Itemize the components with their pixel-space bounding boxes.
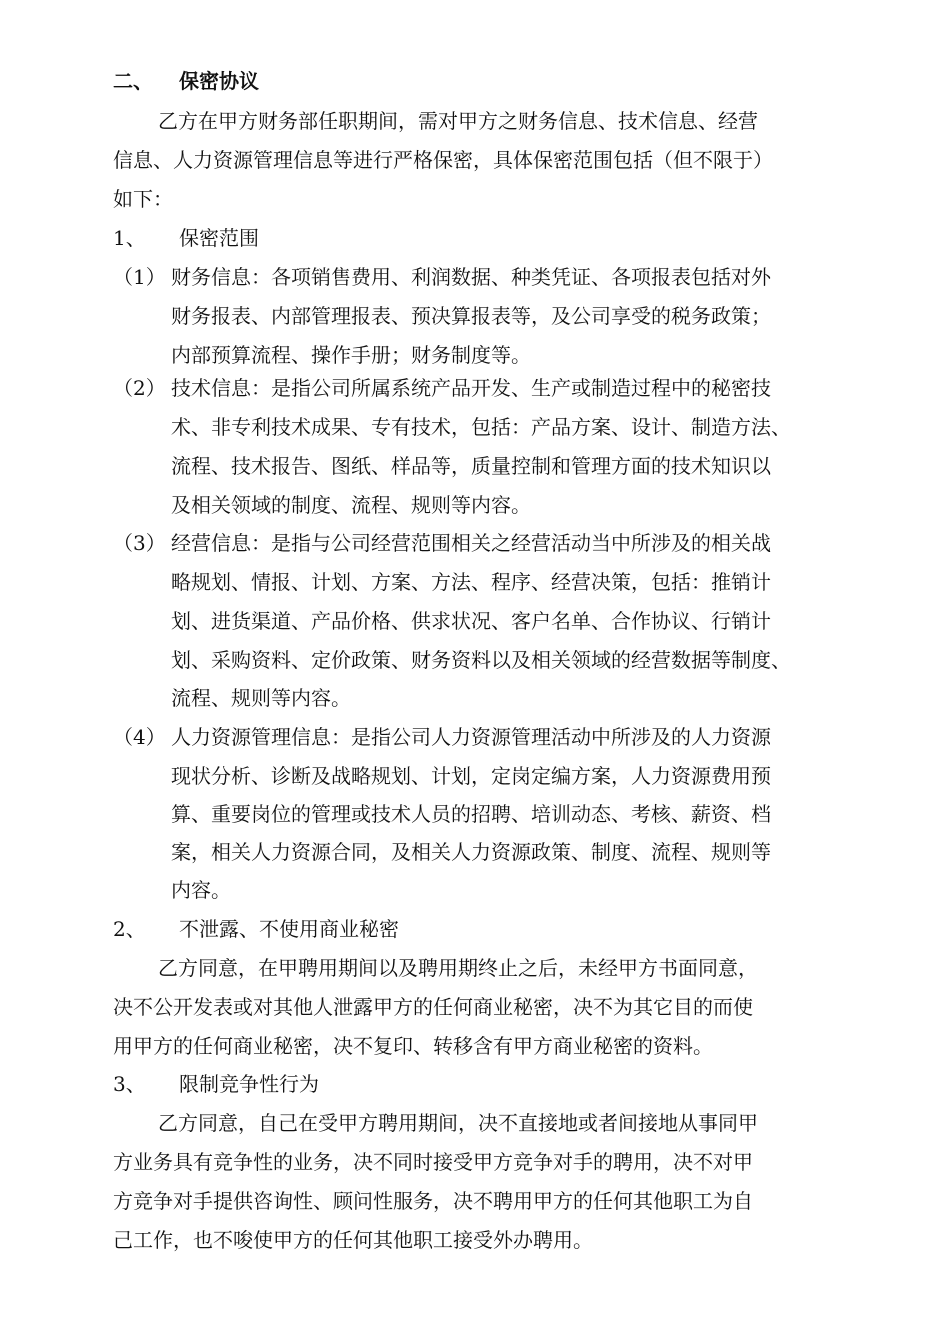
- clause-heading: [113, 223, 259, 253]
- item-text: 划、进货渠道、产品价格、供求状况、客户名单、合作协议、行销计: [171, 609, 771, 633]
- item-text: 内容。: [171, 878, 231, 902]
- clause-body-line: 方业务具有竞争性的业务，决不同时接受甲方竞争对手的聘用，决不对甲: [113, 1150, 753, 1174]
- clause-number: 1、: [113, 226, 146, 250]
- section-title: 保密协议: [179, 69, 259, 93]
- item-text: 划、采购资料、定价政策、财务资料以及相关领域的经营数据等制度、: [171, 648, 791, 672]
- list-item-first-line: [113, 528, 771, 558]
- intro-line: 信息、人力资源管理信息等进行严格保密，具体保密范围包括（但不限于）: [113, 148, 773, 172]
- clause-number: 3、: [113, 1072, 146, 1096]
- item-text: 流程、规则等内容。: [171, 686, 351, 710]
- clause-heading: [113, 1069, 319, 1099]
- list-item-first-line: [113, 722, 771, 752]
- clause-number: 2、: [113, 917, 146, 941]
- item-text: 略规划、情报、计划、方案、方法、程序、经营决策，包括：推销计: [171, 570, 771, 594]
- item-text: 算、重要岗位的管理或技术人员的招聘、培训动态、考核、薪资、档: [171, 802, 771, 826]
- item-text: 技术信息：是指公司所属系统产品开发、生产或制造过程中的秘密技: [171, 376, 771, 400]
- clause-body-line: 乙方同意，在甲聘用期间以及聘用期终止之后，未经甲方书面同意，: [158, 956, 758, 980]
- item-text: 及相关领域的制度、流程、规则等内容。: [171, 493, 531, 517]
- item-text: 财务报表、内部管理报表、预决算报表等，及公司享受的税务政策；: [171, 304, 771, 328]
- item-text: 财务信息：各项销售费用、利润数据、种类凭证、各项报表包括对外: [171, 265, 771, 289]
- clause-title: 不泄露、不使用商业秘密: [179, 917, 399, 941]
- item-label: （1）: [113, 265, 166, 289]
- intro-line: 如下：: [113, 187, 173, 211]
- item-label: （2）: [113, 376, 166, 400]
- clause-body-line: 己工作，也不唆使甲方的任何其他职工接受外办聘用。: [113, 1228, 593, 1252]
- clause-body-line: 用甲方的任何商业秘密，决不复印、转移含有甲方商业秘密的资料。: [113, 1034, 713, 1058]
- clause-body-line: 决不公开发表或对其他人泄露甲方的任何商业秘密，决不为其它目的而使: [113, 995, 753, 1019]
- list-item-first-line: [113, 262, 771, 292]
- section-heading: [113, 66, 259, 96]
- list-item-first-line: [113, 373, 771, 403]
- item-text: 经营信息：是指与公司经营范围相关之经营活动当中所涉及的相关战: [171, 531, 771, 555]
- clause-heading: [113, 914, 399, 944]
- item-text: 流程、技术报告、图纸、样品等，质量控制和管理方面的技术知识以: [171, 454, 771, 478]
- clause-body-line: 乙方同意，自己在受甲方聘用期间，决不直接地或者间接地从事同甲: [158, 1111, 758, 1135]
- clause-body-line: 方竞争对手提供咨询性、顾问性服务，决不聘用甲方的任何其他职工为自: [113, 1189, 753, 1213]
- item-label: （3）: [113, 531, 166, 555]
- item-label: （4）: [113, 725, 166, 749]
- item-text: 内部预算流程、操作手册；财务制度等。: [171, 343, 531, 367]
- section-number: 二、: [113, 69, 153, 93]
- intro-line: 乙方在甲方财务部任职期间，需对甲方之财务信息、技术信息、经营: [158, 109, 758, 133]
- item-text: 术、非专利技术成果、专有技术，包括：产品方案、设计、制造方法、: [171, 415, 791, 439]
- clause-title: 保密范围: [179, 226, 259, 250]
- item-text: 人力资源管理信息：是指公司人力资源管理活动中所涉及的人力资源: [171, 725, 771, 749]
- clause-title: 限制竞争性行为: [179, 1072, 319, 1096]
- item-text: 案，相关人力资源合同，及相关人力资源政策、制度、流程、规则等: [171, 840, 771, 864]
- item-text: 现状分析、诊断及战略规划、计划，定岗定编方案，人力资源费用预: [171, 764, 771, 788]
